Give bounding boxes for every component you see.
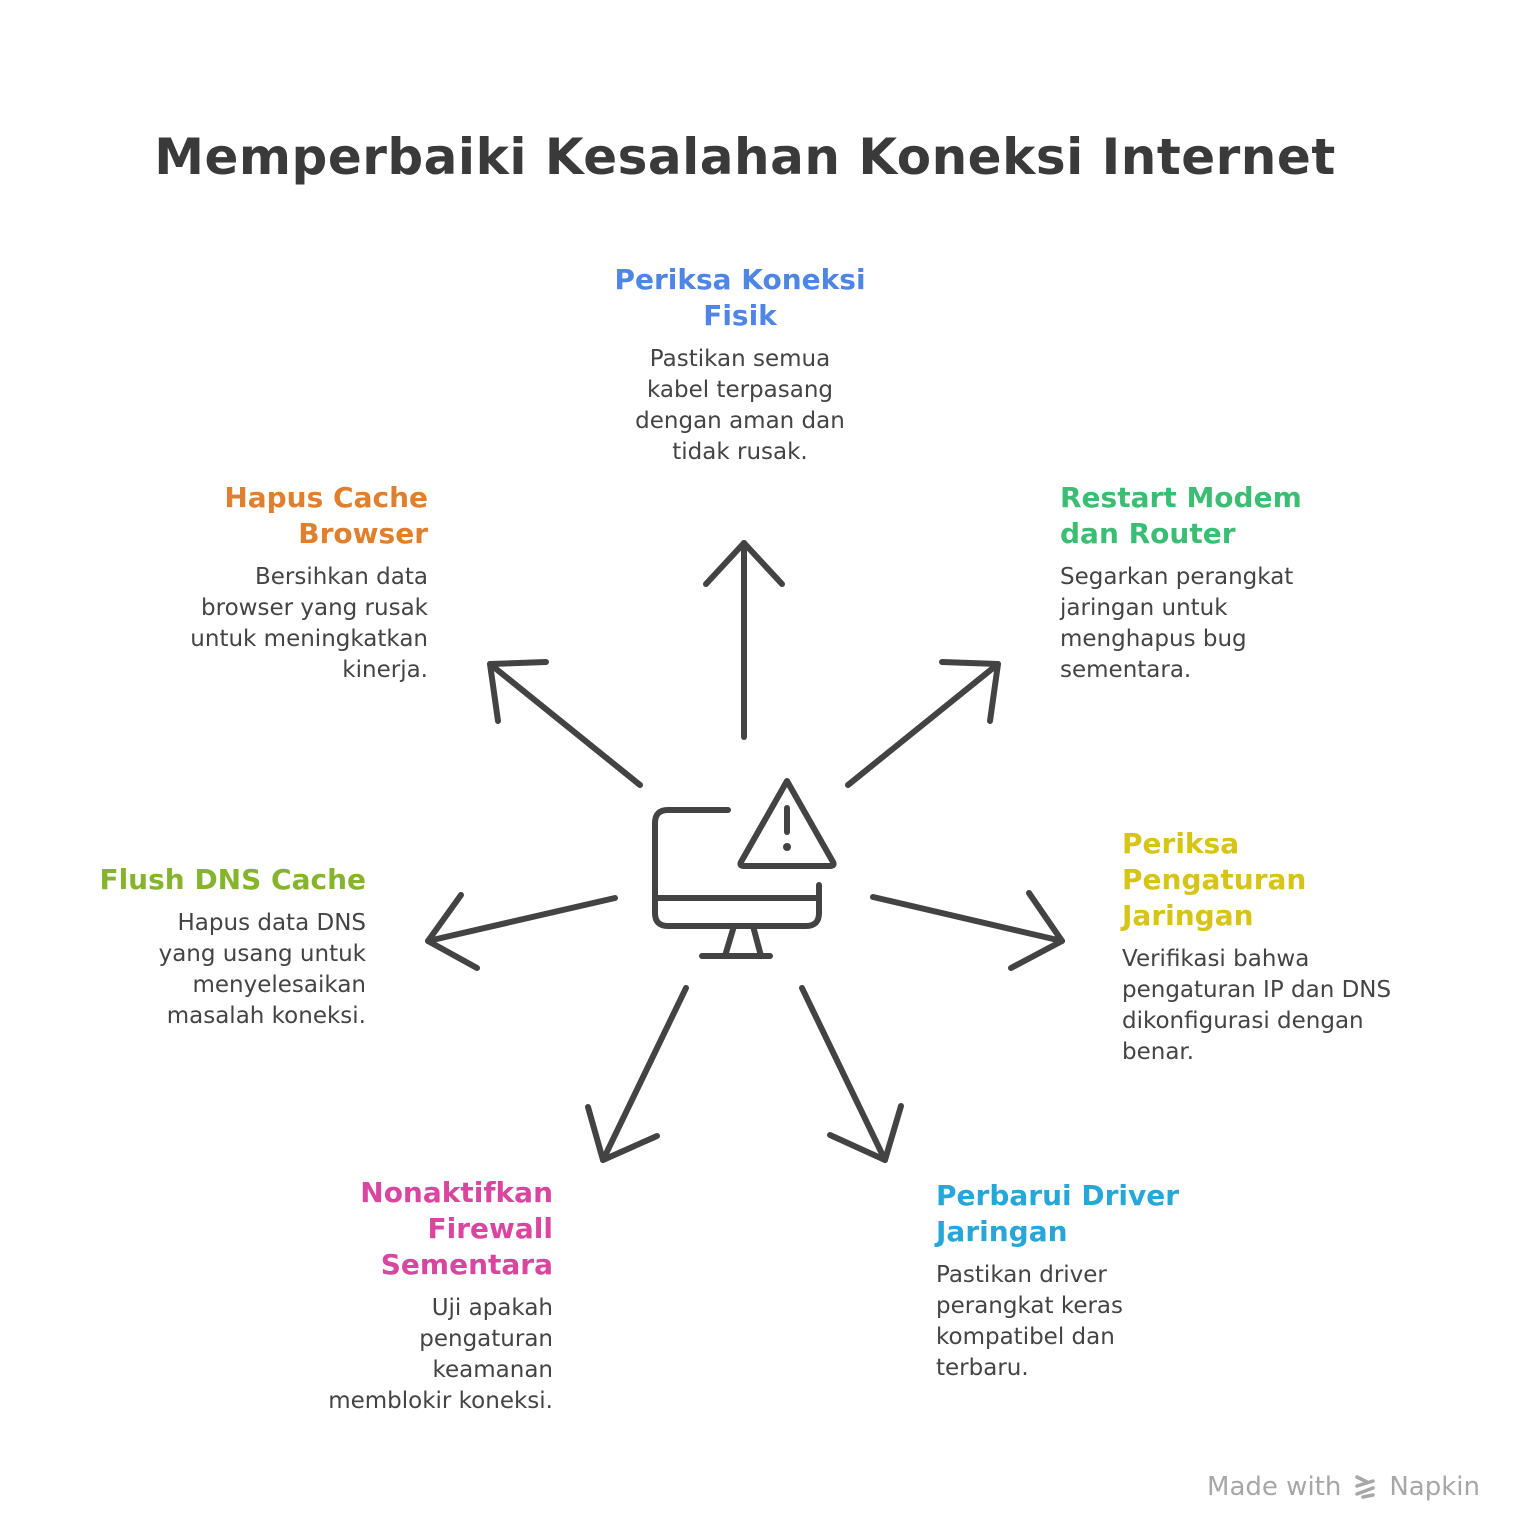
node-cache bbox=[128, 480, 428, 686]
arrow-upper-left bbox=[490, 662, 640, 785]
napkin-logo-icon bbox=[1353, 1473, 1377, 1501]
node-title: Periksa Pengaturan Jaringan bbox=[1122, 827, 1307, 932]
arrow-left bbox=[428, 895, 615, 968]
arrow-upper-right bbox=[848, 662, 998, 785]
node-title: Flush DNS Cache bbox=[99, 863, 366, 896]
node-desc: Segarkan perangkat jaringan untuk menghapus bug sementara. bbox=[1060, 564, 1294, 683]
arrow-right bbox=[873, 893, 1062, 968]
node-title: Perbarui Driver Jaringan bbox=[936, 1179, 1180, 1248]
diagram-title: Memperbaiki Kesalahan Koneksi Internet bbox=[154, 128, 1336, 186]
footer-text: Made with bbox=[1207, 1472, 1342, 1502]
node-desc: Uji apakah pengaturan keamanan memblokir koneksi. bbox=[328, 1295, 553, 1414]
node-title: Hapus Cache Browser bbox=[224, 481, 428, 550]
node-desc: Pastikan driver perangkat keras kompatibel dan terbaru. bbox=[936, 1262, 1123, 1381]
node-title: Nonaktifkan Firewall Sementara bbox=[360, 1176, 553, 1281]
node-title: Restart Modem dan Router bbox=[1060, 481, 1302, 550]
node-physical bbox=[580, 262, 900, 468]
node-desc: Hapus data DNS yang usang untuk menyelesaikan masalah koneksi. bbox=[158, 910, 366, 1029]
arrow-up bbox=[706, 543, 782, 737]
node-firewall bbox=[253, 1175, 553, 1417]
node-desc: Bersihkan data browser yang rusak untuk meningkatkan kinerja. bbox=[190, 564, 428, 683]
arrow-lower-left bbox=[588, 988, 686, 1160]
computer-warning-icon bbox=[655, 781, 834, 956]
node-title: Periksa Koneksi Fisik bbox=[614, 263, 866, 332]
footer-brand: Napkin bbox=[1389, 1472, 1480, 1502]
footer-branding bbox=[1207, 1472, 1480, 1502]
node-desc: Pastikan semua kabel terpasang dengan aman dan tidak rusak. bbox=[635, 346, 845, 465]
node-restart bbox=[1060, 480, 1360, 686]
node-driver bbox=[936, 1178, 1276, 1384]
node-desc: Verifikasi bahwa pengaturan IP dan DNS dikonfigurasi dengan benar. bbox=[1122, 946, 1392, 1065]
node-network-settings bbox=[1122, 826, 1472, 1068]
arrow-lower-right bbox=[802, 988, 901, 1160]
node-dns bbox=[66, 862, 366, 1032]
